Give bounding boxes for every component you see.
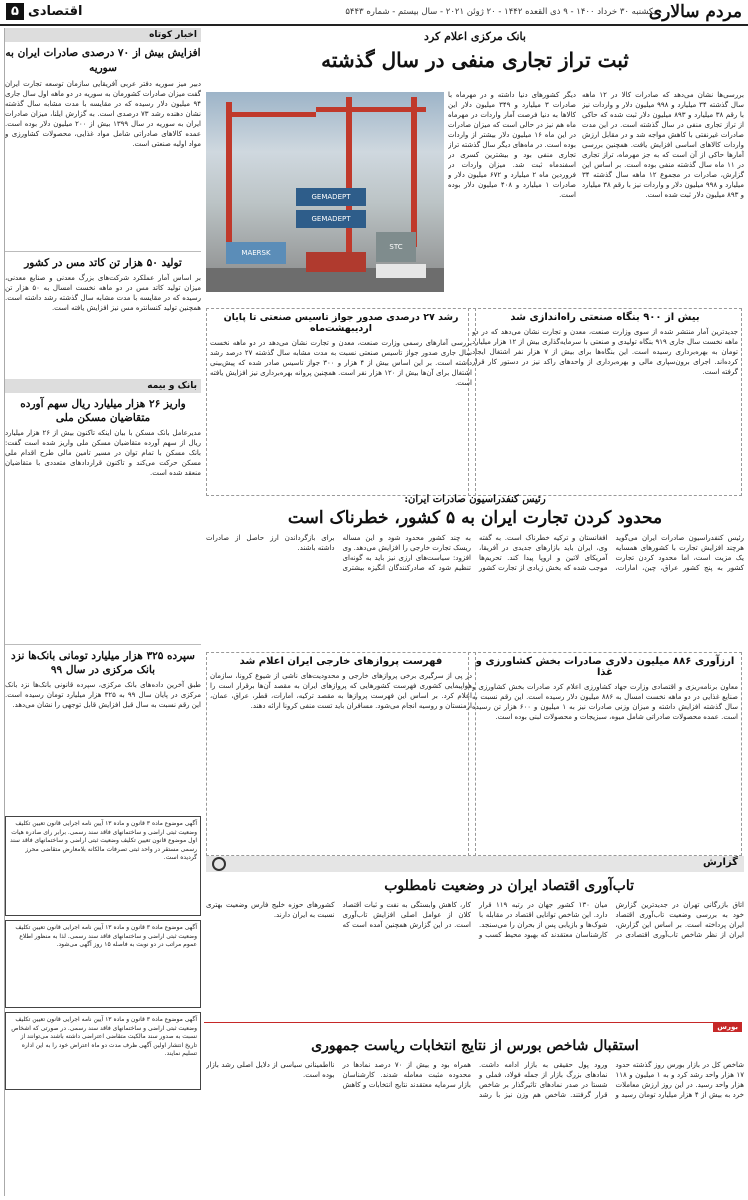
sidebar-story-housing[interactable] <box>5 397 201 638</box>
newspaper-logo[interactable]: مردم سالاری <box>648 2 742 22</box>
port-photo[interactable] <box>206 92 444 292</box>
report-band <box>206 856 744 872</box>
lead-column-right: بررسی‌ها نشان می‌دهد که صادرات کالا در ۱۲ ماهه سال گذشته ۳۴ میلیارد و ۹۹۸ میلیون دلار و واردات نیز با رقم ۳۸ میلیارد و ۸۹۳ میلیون دلار ثبت شده که حاکی از تراز تجاری منفی در سال گذشته است. در این مدت صادرات غیرنفتی با کاهش مواجه شد و در مقابل ارزش واردات کالاهای اساسی افزایش یافت. همچنین بررسی آمارها حاکی از آن است که به جز مهرماه، تراز تجاری در ۱۱ ماه سال گذشته منفی بوده است. بر اساس این گزارش، صادرات در مجموع ۱۲ ماهه سال گذشته ۳۴ میلیارد و ۹۹۸ میلیون دلار و واردات نیز با رقم ۳۸ میلیارد و ۸۹۳ میلیون دلار ثبت شده است. <box>582 91 744 199</box>
report-story[interactable] <box>206 876 744 1016</box>
sidebar-story-title: سپرده ۳۲۵ هزار میلیارد تومانی بانک‌ها نزد بانک مرکزی در سال ۹۹ <box>11 650 195 676</box>
box-body: معاون برنامه‌ریزی و اقتصادی وزارت جهاد کشاورزی اعلام کرد صادرات بخش کشاورزی و صنایع غذایی در دو ماهه نخست امسال به ۸۸۶ میلیون دلار رسیده است. این رقم نسبت به سال گذشته افزایش داشته و میزان وزنی صادرات نیز به ۱ میلیون و ۶۰۰ هزار تن رسیده است. عمده محصولات صادراتی شامل میوه، سبزیجات و محصولات لبنی بوده است. <box>472 683 738 721</box>
sidebar-story-body: مدیرعامل بانک مسکن با بیان اینکه تاکنون بیش از ۲۶ هزار میلیارد ریال از سهم آورده متقاضیان مسکن ملی واریز شده است گفت: بانک مسکن با تمام توان در مسیر تامین مالی طرح اقدام ملی مسکن حرکت می‌کند و تاکنون قراردادهای متعددی با متقاضیان منعقد شده است. <box>5 429 201 477</box>
sidebar-story-title: تولید ۵۰ هزار تن کاتد مس در کشور <box>24 257 182 269</box>
box-title: رشد ۲۷ درصدی صدور جواز تاسیس صنعتی تا پایان اردیبهشت‌ماه <box>223 312 459 334</box>
story-headline: محدود کردن تجارت ایران به ۵ کشور، خطرناک است <box>287 508 663 528</box>
box-agri-exports[interactable] <box>468 652 742 856</box>
sidebar-story-copper[interactable] <box>5 251 201 373</box>
dateline: یکشنبه ۳۰ خرداد ۱۴۰۰ - ۹ ذی القعده ۱۴۴۲ - ۲۰ ژوئن ۲۰۲۱ - سال بیستم - شماره ۵۴۴۳ <box>345 7 656 17</box>
page-number: ۵ <box>6 3 24 20</box>
sidebar-story-body: بر اساس آمار عملکرد شرکت‌های بزرگ معدنی و صنایع معدنی، میزان تولید کاتد مس در دو ماهه نخست امسال به ۵۰ هزار تن رسیده که در مقایسه با مدت مشابه سال گذشته رشد داشته است. همچنین تولید کنسانتره مس نیز افزایش یافته است. <box>5 274 201 312</box>
box-body: در پی از سرگیری برخی پروازهای خارجی و محدودیت‌های ناشی از شیوع کرونا، سازمان هواپیمایی کشوری فهرست کشورهایی که پروازهای ایران به مقصد آن‌ها برقرار است را اعلام کرد. بر اساس این فهرست پروازها به مقصد ترکیه، امارات، قطر، عراق، عمان، ارمنستان و روسیه انجام می‌شود. مسافران باید تست منفی کرونا ارائه دهند. <box>210 672 472 710</box>
sidebar-story-syria[interactable] <box>5 46 201 245</box>
bourse-tag-row <box>204 1022 742 1035</box>
sidebar <box>4 28 201 1196</box>
sidebar-story-body: دبیر میز سوریه دفتر عربی آفریقایی سازمان توسعه تجارت ایران گفت میزان صادرات کشورمان به سوریه در دو ماهه اول سال جاری ۹۴ میلیون دلار رسیده که در مقایسه با مدت مشابه سال گذشته نشان دهنده رشد ۷۳ درصدی است. به گزارش ایلنا، میزان صادرات ایران به سوریه در سال ۱۳۹۹ بیش از ۲۰۰ میلیون دلار بوده است. عمده کالاهای صادراتی شامل مواد غذایی، محصولات کشاورزی و مواد اولیه صنعتی است. <box>5 80 201 148</box>
lead-headline: ثبت تراز تجاری منفی در سال گذشته <box>321 48 629 72</box>
container-label: GEMADEPT <box>296 210 366 228</box>
story-body: رئیس کنفدراسیون صادرات ایران می‌گوید هرچند افزایش تجارت با کشورهای همسایه یک مزیت است، اما محدود کردن تجارت کشور به پنج کشور عراق، چین، امارات، افغانستان و ترکیه خطرناک است. به گفته وی، ایران باید بازارهای جدیدی در آفریقا، آمریکای لاتین و اروپا پیدا کند. تحریم‌ها موجب شده که بخش زیادی از تجارت کشور به چند کشور محدود شود و این مساله ریسک تجارت خارجی را افزایش می‌دهد. وی افزود: سیاست‌های ارزی نیز باید به گونه‌ای تنظیم شود که صادرکنندگان انگیزه بیشتری برای بازگرداندن ارز حاصل از صادرات داشته باشند. <box>206 534 744 572</box>
trade-confederation-story[interactable] <box>206 494 744 648</box>
box-body: جدیدترین آمار منتشر شده از سوی وزارت صنعت، معدن و تجارت نشان می‌دهد که در دو ماهه نخست سال جاری ۹۱۹ بنگاه تولیدی و صنعتی با سرمایه‌گذاری بیش از ۱۲ هزار میلیارد تومان به بهره‌برداری رسیده است. این بنگاه‌ها برای بیش از ۷ هزار نفر اشتغال ایجاد کرده‌اند. اجرای برون‌سپاری مالی و بهره‌برداری از واحدهای راکد نیز در دستور کار قرار گرفته است. <box>472 328 738 376</box>
sidebar-story-deposits[interactable] <box>5 644 201 810</box>
box-industrial-permits[interactable] <box>206 308 476 496</box>
box-title: ارزآوری ۸۸۶ میلیون دلاری صادرات بخش کشاورزی و غذا <box>475 656 735 678</box>
sidebar-bar-short-news: اخبار کوتاه <box>5 28 201 42</box>
report-label: گزارش <box>702 857 738 868</box>
bourse-body: شاخص کل در بازار بورس روز گذشته حدود ۱۷ هزار واحد رشد کرد و به ۱ میلیون و ۱۱۸ هزار واحد رسید. در این روز ارزش معاملات خرد به بیش از ۴ هزار میلیارد تومان رسید و ورود پول حقیقی به بازار ادامه داشت. نمادهای بزرگ بازار از جمله فولاد، فملی و شستا در صدر نمادهای تاثیرگذار بر شاخص قرار گرفتند. شاخص هم وزن نیز با رشد همراه بود و بیش از ۷۰ درصد نمادها در محدوده مثبت معامله شدند. کارشناسان بازار سرمایه معتقدند نتایج انتخابات و کاهش نااطمینانی سیاسی از دلایل اصلی رشد بازار بوده است. <box>206 1061 744 1099</box>
box-title: بیش از ۹۰۰ بنگاه صنعتی راه‌اندازی شد <box>510 312 700 323</box>
container-label: STC <box>376 232 416 262</box>
sidebar-bar-bank: بانک و بیمه <box>5 379 201 393</box>
container-label: GEMADEPT <box>296 188 366 206</box>
container-label: MAERSK <box>226 242 286 264</box>
bourse-headline: استقبال شاخص بورس از نتایج انتخابات ریاست جمهوری <box>311 1038 639 1054</box>
box-body: بررسی آمارهای رسمی وزارت صنعت، معدن و تجارت نشان می‌دهد در دو ماهه نخست سال جاری صدور جواز تاسیس صنعتی نسبت به مدت مشابه سال گذشته ۲۷ درصد رشد داشته است. بر این اساس بیش از ۴ هزار و ۳۰۰ جواز تاسیس صادر شده که پیش‌بینی اشتغال برای آن‌ها بیش از ۱۲۰ هزار نفر است. همچنین پروانه بهره‌برداری نیز افزایش یافته است. <box>210 339 472 387</box>
report-headline: تاب‌آوری اقتصاد ایران در وضعیت نامطلوب <box>384 878 634 894</box>
report-circle-icon <box>212 857 226 871</box>
lead-column-middle: دیگر کشورهای دنیا داشته و در مهرماه با صادرات ۳ میلیارد و ۳۴۹ میلیون دلار این کالاها به دنیا فرصت آمار واردات در مهرماه ماه هم نیز در حالی است که میزان صادرات در این ماه ۱۶ میلیون دلار بیشتر از واردات بوده است. در ماه‌های دیگر سال گذشته تراز تجاری منفی بود و بیشترین کسری در اسفندماه ثبت شد. میزان واردات در فروردین ماه ۲ میلیارد و ۶۷۲ میلیون دلار و صادرات ۱ میلیارد و ۴۰۸ میلیون دلار بوده است. <box>448 91 576 199</box>
box-title: فهرست پروازهای خارجی ایران اعلام شد <box>239 656 443 667</box>
legal-ad[interactable]: آگهی موضوع ماده ۳ قانون و ماده ۱۳ آیین نامه اجرایی قانون تعیین تکلیف وضعیت ثبتی اراضی و ساختمانهای فاقد سند رسمی. در صورتی که اشخاص نسبت به صدور سند مالکیت متقاضی اعتراضی داشته باشند می‌توانند از تاریخ انتشار اولین آگهی ظرف مدت دو ماه اعتراض خود را به این اداره تسلیم نمایند. <box>5 1012 201 1090</box>
masthead <box>0 0 748 26</box>
section-label: اقتصادی <box>27 4 83 19</box>
section-tag <box>6 3 83 20</box>
bourse-tag: بورس <box>713 1022 742 1032</box>
lead-story[interactable] <box>206 30 744 300</box>
box-flights[interactable] <box>206 652 476 856</box>
story-kicker: رئیس کنفدراسیون صادرات ایران: <box>404 494 546 505</box>
box-industrial-units[interactable] <box>468 308 742 496</box>
legal-ad[interactable]: آگهی موضوع ماده ۳ قانون و ماده ۱۳ آیین نامه اجرایی قانون تعیین تکلیف وضعیت ثبتی اراضی و ساختمانهای فاقد سند رسمی. لذا به منظور اطلاع عموم مراتب در دو نوبت به فاصله ۱۵ روز آگهی می‌شود. <box>5 920 201 1008</box>
sidebar-story-body: طبق آخرین داده‌های بانک مرکزی، سپرده قانونی بانک‌ها نزد بانک مرکزی در پایان سال ۹۹ به ۳۲۵ هزار میلیارد تومان رسیده است. این رقم نسبت به سال قبل افزایش قابل توجهی را نشان می‌دهد. <box>5 681 201 709</box>
sidebar-story-title: واریز ۲۶ هزار میلیارد ریال سهم آورده متقاضیان مسکن ملی <box>20 398 186 424</box>
legal-ad[interactable]: آگهی موضوع ماده ۳ قانون و ماده ۱۳ آیین نامه اجرایی قانون تعیین تکلیف وضعیت ثبتی اراضی و ساختمانهای فاقد سند رسمی. برابر رای صادره هیات اول موضوع قانون تعیین تکلیف وضعیت ثبتی اراضی و ساختمانهای فاقد سند رسمی مستقر در واحد ثبتی تصرفات مالکانه بلامعارض متقاضی محرز گردیده است. <box>5 816 201 916</box>
sidebar-story-title: افزایش بیش از ۷۰ درصدی صادرات ایران به سوریه <box>5 47 201 74</box>
report-body: اتاق بازرگانی تهران در جدیدترین گزارش خود به بررسی وضعیت تاب‌آوری اقتصاد ایران پرداخته است. بر اساس این گزارش، ایران از نظر شاخص تاب‌آوری اقتصادی در میان ۱۳۰ کشور جهان در رتبه ۱۱۹ قرار دارد. این شاخص توانایی اقتصاد در مقابله با شوک‌ها و بازیابی پس از بحران را می‌سنجد. کارشناسان معتقدند که بهبود محیط کسب و کار، کاهش وابستگی به نفت و ثبات اقتصاد کلان از عوامل اصلی افزایش تاب‌آوری است. در این گزارش همچنین آمده است که کشورهای حوزه خلیج فارس وضعیت بهتری نسبت به ایران دارند. <box>206 901 744 939</box>
lead-kicker: بانک مرکزی اعلام کرد <box>424 30 526 43</box>
bourse-story[interactable] <box>206 1036 744 1196</box>
